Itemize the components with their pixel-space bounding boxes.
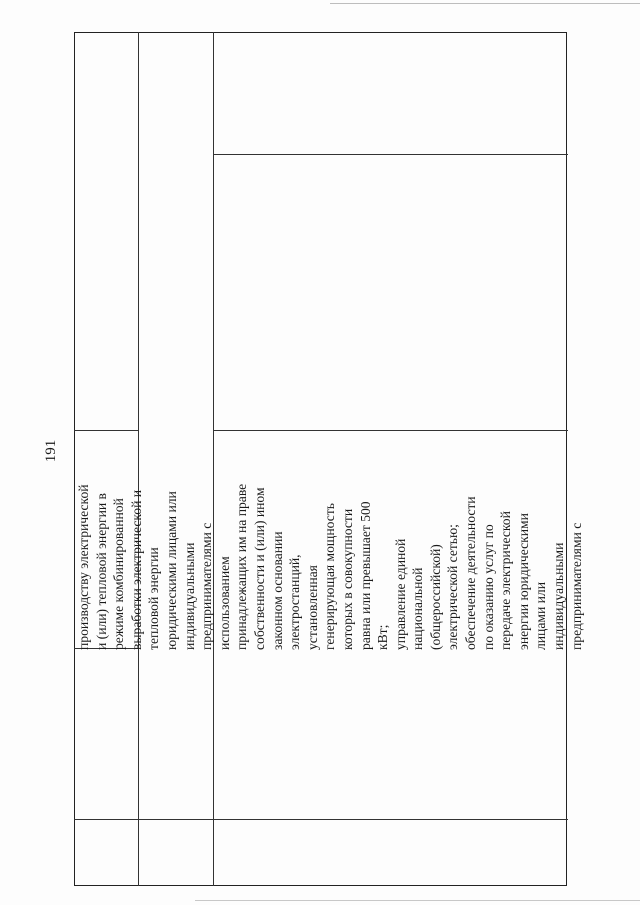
cell-line: производству электрической [76, 484, 91, 650]
scan-edge-top [330, 3, 640, 4]
scan-edge-bottom [195, 900, 640, 901]
row-divider [74, 430, 138, 431]
cell-line: законном основании [269, 531, 285, 650]
row-divider [214, 430, 568, 431]
cell-line: предпринимателями с [568, 522, 584, 650]
cell-line: принадлежащих им на праве [234, 483, 250, 650]
cell-line: собственности и (или) ином [251, 487, 267, 650]
cell-line: тепловой энергии [146, 547, 162, 650]
cell-line: генерирующая мощность [322, 503, 338, 650]
cell-line: равна или превышает 500 [357, 501, 373, 650]
cell-line: предпринимателями с [199, 522, 215, 650]
cell-line: установленная [304, 565, 320, 650]
page-number: 191 [43, 439, 59, 463]
cell-line: использованием [216, 556, 232, 650]
text-block [75, 432, 595, 650]
cell-line: энергии юридическими [515, 513, 531, 650]
cell-line: (общероссийской) [427, 544, 443, 650]
row-divider [139, 819, 214, 820]
cell-line: обеспечение деятельности [463, 496, 479, 650]
cell-line: кВт; [375, 624, 391, 650]
row-divider [214, 154, 568, 155]
cell-line: выработки электрической и [128, 489, 144, 650]
row-divider [74, 819, 138, 820]
cell-line: юридическими лицами или [163, 491, 179, 650]
cell-line: передаче электрической [498, 511, 514, 650]
cell-line: электрической сетью; [445, 524, 461, 650]
cell-line: национальной [410, 567, 426, 650]
cell-line: лицами или [533, 582, 549, 650]
cell-line: индивидуальными [551, 542, 567, 650]
cell-line: и (или) тепловой энергии в [93, 493, 109, 650]
cell-line: управление единой [392, 538, 408, 650]
cell-line: индивидуальными [181, 542, 197, 650]
cell-line: режиме комбинированной [111, 498, 127, 650]
cell-line: по оказанию услуг по [480, 524, 496, 650]
cell-line: электростанций, [287, 554, 303, 650]
cell-line: которых в совокупности [339, 508, 355, 650]
row-divider [214, 819, 568, 820]
